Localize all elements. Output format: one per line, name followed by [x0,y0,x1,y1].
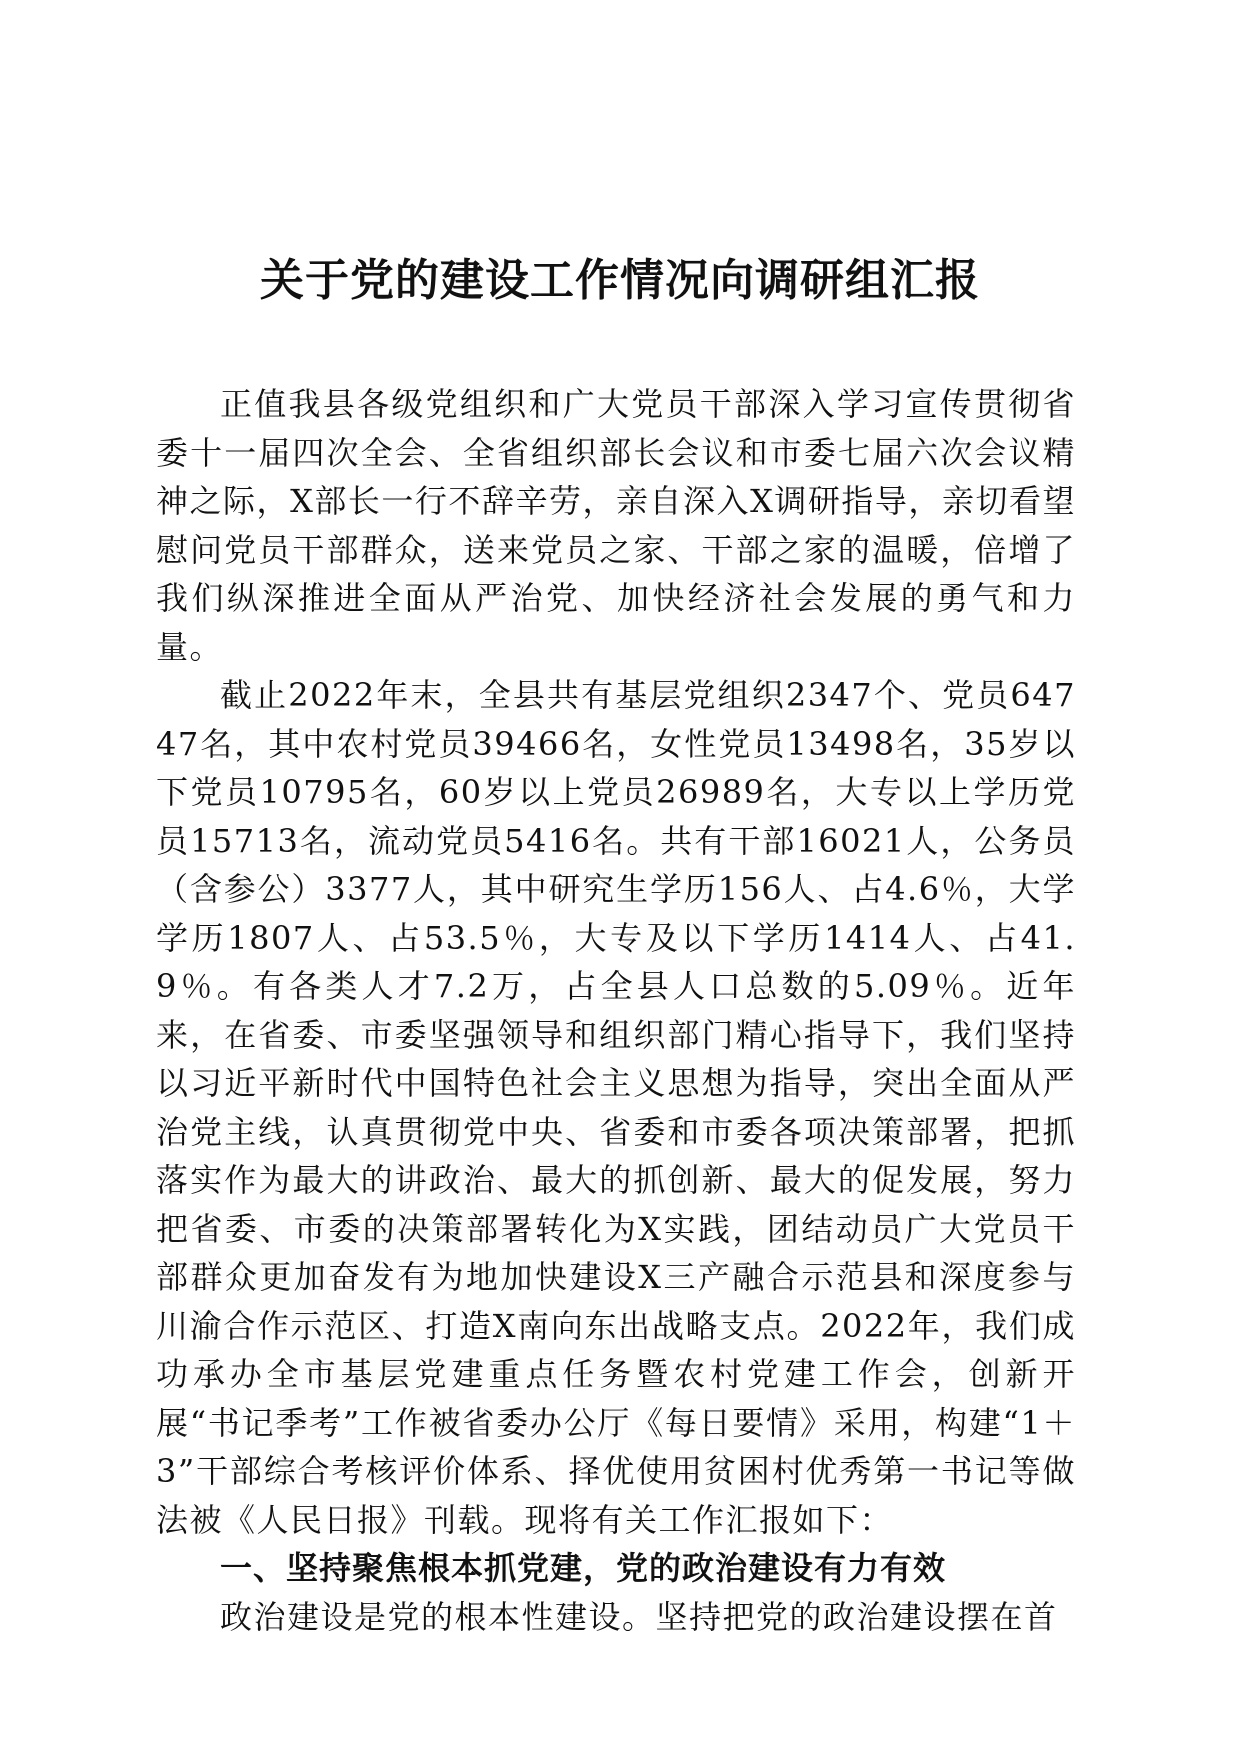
document-body [156,380,1076,1641]
section-heading: 一、坚持聚焦根本抓党建，党的政治建设有力有效 [220,1549,947,1587]
document-title: 关于党的建设工作情况向调研组汇报 [260,255,980,306]
section-paragraph: 政治建设是党的根本性建设。坚持把党的政治建设摆在首 [220,1597,1058,1636]
statistics-paragraph: 截止2022年末，全县共有基层党组织2347个、党员64747名，其中农村党员39466名，女性党员13498名，35岁以下党员10795名，60岁以上党员26989名，大专以上学历党员15713名，流动党员5416名。共有干部16021人，公务员（含参公）3377人，其中研究生学历156人、占4.6％，大学学历1807人、占53.5％，大专及以下学历1414人、占41.9％。有各类人才7.2万，占全县人口总数的5.09％。近年来，在省委、市委坚强领导和组织部门精心指导下，我们坚持以习近平新时代中国特色社会主义思想为指导，突出全面从严治党主线，认真贯彻党中央、省委和市委各项决策部署，把抓落实作为最大的讲政治、最大的抓创新、最大的促发展，努力把省委、市委的决策部署转化为X实践，团结动员广大党员干部群众更加奋发有为地加快建设X三产融合示范县和深度参与川渝合作示范区、打造X南向东出战略支点。2022年，我们成功承办全市基层党建重点任务暨农村党建工作会，创新开展“书记季考”工作被省委办公厅《每日要情》采用，构建“1＋3”干部综合考核评价体系、择优使用贫困村优秀第一书记等做法被《人民日报》刊载。现将有关工作汇报如下： [156,676,1076,1539]
intro-paragraph: 正值我县各级党组织和广大党员干部深入学习宣传贯彻省委十一届四次全会、全省组织部长会议和市委七届六次会议精神之际，X部长一行不辞辛劳，亲自深入X调研指导，亲切看望慰问党员干部群众，送来党员之家、干部之家的温暖，倍增了我们纵深推进全面从严治党、加快经济社会发展的勇气和力量。 [156,385,1076,666]
